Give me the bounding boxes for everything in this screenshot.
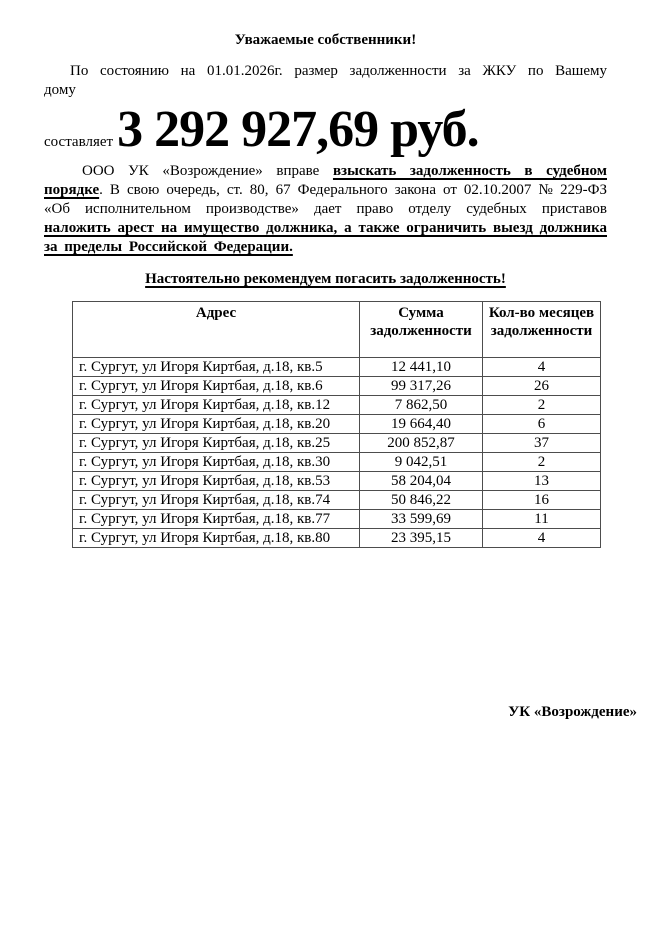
company-signature: УК «Возрождение» xyxy=(508,704,637,720)
document-title: Уважаемые собственники! xyxy=(234,32,417,48)
months-cell: 16 xyxy=(483,491,601,510)
amount-cell: 12 441,10 xyxy=(360,358,483,377)
address-cell: г. Сургут, ул Игоря Киртбая, д.18, кв.77 xyxy=(73,510,360,529)
legal-text-start: ООО УК «Возрождение» вправе xyxy=(82,163,333,179)
amount-cell: 58 204,04 xyxy=(360,472,483,491)
legal-emphasis-arrest: наложить арест на имущество должника, а также ограничить выезд должника за пределы Российской Федерации. xyxy=(44,220,607,255)
table-row xyxy=(73,453,601,472)
table-row xyxy=(73,529,601,548)
table-row xyxy=(73,377,601,396)
recommendation-line xyxy=(44,270,607,289)
address-cell: г. Сургут, ул Игоря Киртбая, д.18, кв.80 xyxy=(73,529,360,548)
legal-emphasis-court: взыскать задолженность в судебном порядке xyxy=(44,163,607,198)
amount-cell: 19 664,40 xyxy=(360,415,483,434)
table-row xyxy=(73,510,601,529)
months-cell: 26 xyxy=(483,377,601,396)
amount-cell: 50 846,22 xyxy=(360,491,483,510)
header-months: Кол-во месяцев задолженности xyxy=(483,302,601,358)
debt-table-body xyxy=(73,358,601,548)
address-cell: г. Сургут, ул Игоря Киртбая, д.18, кв.5 xyxy=(73,358,360,377)
header-amount: Сумма задолженности xyxy=(360,302,483,358)
table-row xyxy=(73,358,601,377)
amount-cell: 33 599,69 xyxy=(360,510,483,529)
table-row xyxy=(73,491,601,510)
table-row xyxy=(73,415,601,434)
table-header-row xyxy=(73,302,601,358)
legal-paragraph xyxy=(44,162,607,257)
address-cell: г. Сургут, ул Игоря Киртбая, д.18, кв.30 xyxy=(73,453,360,472)
months-cell: 4 xyxy=(483,358,601,377)
address-cell: г. Сургут, ул Игоря Киртбая, д.18, кв.53 xyxy=(73,472,360,491)
address-cell: г. Сургут, ул Игоря Киртбая, д.18, кв.74 xyxy=(73,491,360,510)
debt-table xyxy=(72,301,601,548)
document-page xyxy=(0,31,650,950)
table-row xyxy=(73,472,601,491)
amount-cell: 9 042,51 xyxy=(360,453,483,472)
debt-amount-line xyxy=(44,101,607,158)
debt-table-header xyxy=(73,302,601,358)
months-cell: 37 xyxy=(483,434,601,453)
table-row xyxy=(73,396,601,415)
legal-text-mid: . В свою очередь, ст. 80, 67 Федерального закона от 02.10.2007 № 229-ФЗ «Об исполнительном производстве» дает право отделу судебных приставов xyxy=(44,182,607,217)
amount-label: составляет xyxy=(44,134,114,150)
address-cell: г. Сургут, ул Игоря Киртбая, д.18, кв.20 xyxy=(73,415,360,434)
months-cell: 11 xyxy=(483,510,601,529)
total-debt-amount: 3 292 927,69 руб. xyxy=(117,101,479,158)
table-row xyxy=(73,434,601,453)
address-cell: г. Сургут, ул Игоря Киртбая, д.18, кв.25 xyxy=(73,434,360,453)
amount-cell: 99 317,26 xyxy=(360,377,483,396)
header-address: Адрес xyxy=(73,302,360,358)
months-cell: 13 xyxy=(483,472,601,491)
address-cell: г. Сургут, ул Игоря Киртбая, д.18, кв.6 xyxy=(73,377,360,396)
months-cell: 4 xyxy=(483,529,601,548)
amount-cell: 200 852,87 xyxy=(360,434,483,453)
address-cell: г. Сургут, ул Игоря Киртбая, д.18, кв.12 xyxy=(73,396,360,415)
months-cell: 2 xyxy=(483,396,601,415)
months-cell: 6 xyxy=(483,415,601,434)
amount-cell: 23 395,15 xyxy=(360,529,483,548)
amount-cell: 7 862,50 xyxy=(360,396,483,415)
months-cell: 2 xyxy=(483,453,601,472)
recommendation-text: Настоятельно рекомендуем погасить задолженность! xyxy=(145,271,506,287)
intro-paragraph: По состоянию на 01.01.2026г. размер задолженности за ЖКУ по Вашему дому xyxy=(44,63,607,98)
